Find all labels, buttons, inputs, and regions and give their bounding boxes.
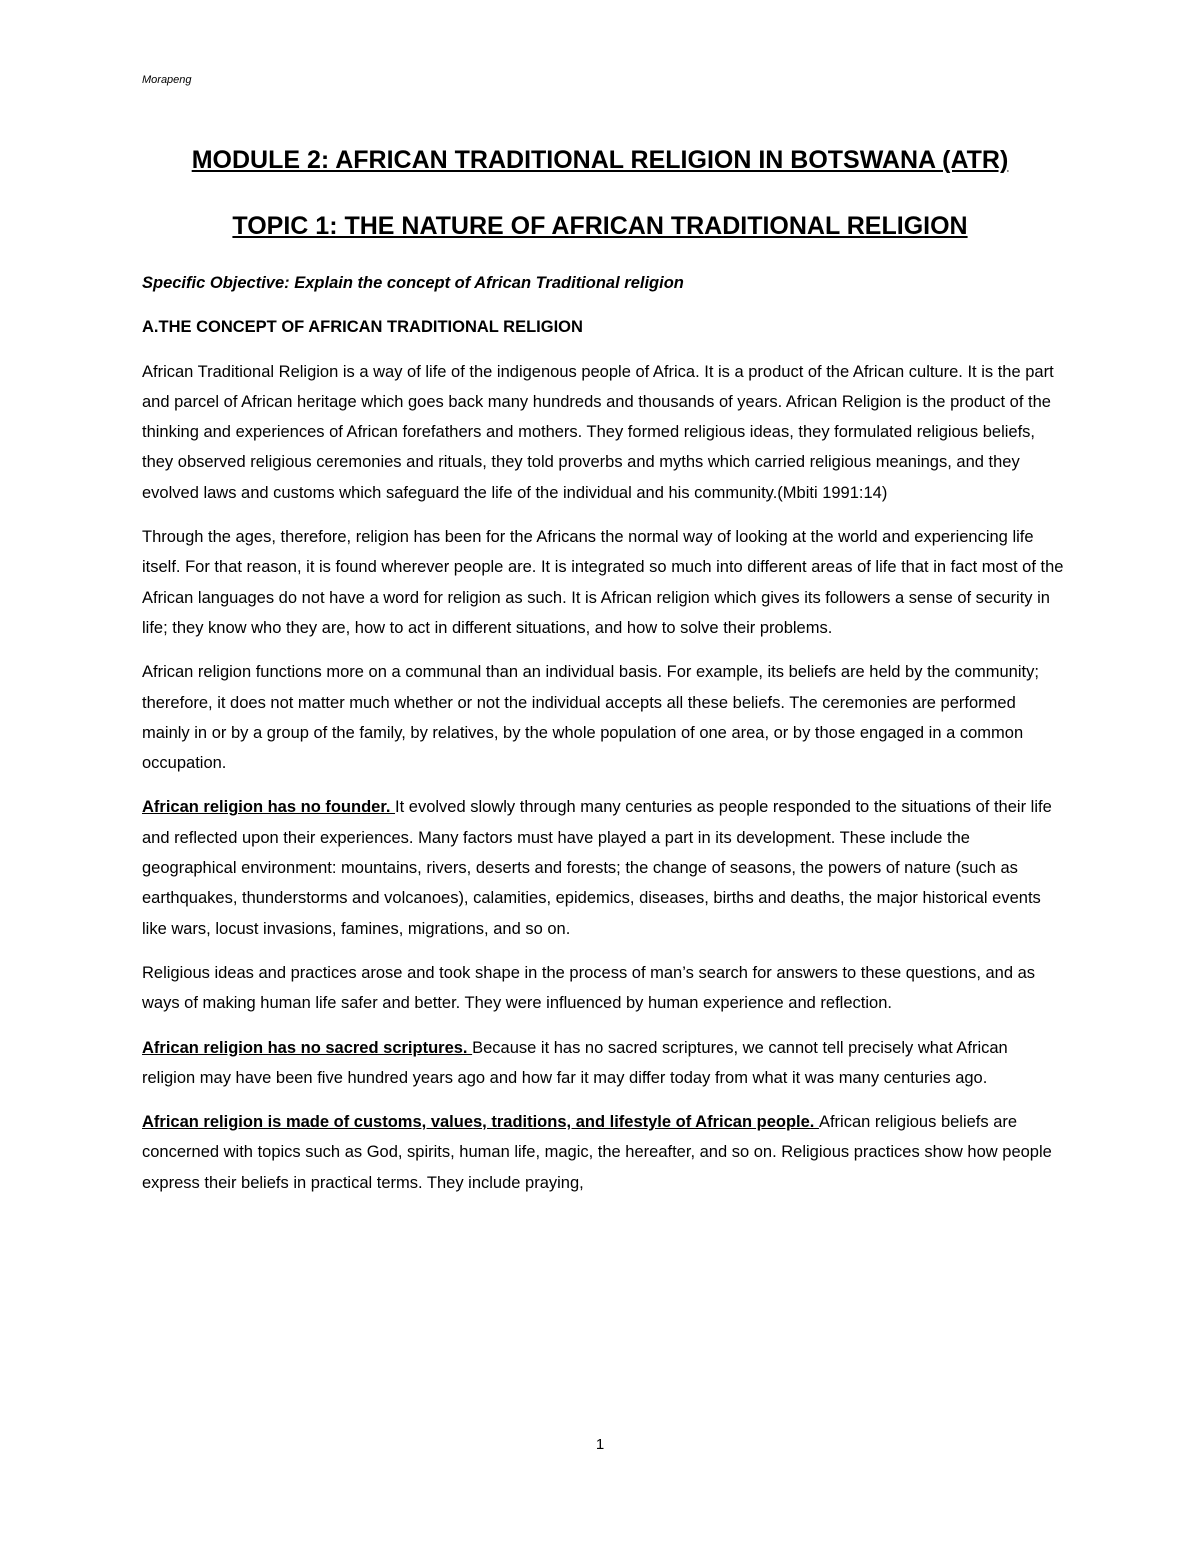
- body-customs-values: African religious beliefs are concerned with topics such as God, spirits, human life, magic, the hereafter, and so on. Religious practices show how people express their beliefs in practical terms. They include praying,: [142, 1113, 1052, 1192]
- module-title: MODULE 2: AFRICAN TRADITIONAL RELIGION IN BOTSWANA (ATR): [191, 146, 1009, 174]
- lead-no-scriptures: African religion has no sacred scriptures.: [142, 1038, 473, 1057]
- document-body: [142, 268, 1064, 1212]
- paragraph-customs-values: [142, 1107, 1064, 1198]
- header-author: Morapeng: [142, 74, 192, 86]
- section-heading: A.THE CONCEPT OF AFRICAN TRADITIONAL RELIGION: [142, 318, 583, 337]
- page-number: 1: [595, 1436, 605, 1453]
- paragraph-through-the-ages: Through the ages, therefore, religion has been for the Africans the normal way of looking at the world and experiencing life itself. For that reason, it is found wherever people are. It is integrated so much into different areas of life that in fact most of the African languages do not have a word for religion as such. It is African religion which gives its followers a sense of security in life; they know who they are, how to act in different situations, and how to solve their problems.: [142, 528, 1064, 637]
- paragraph-communal-basis: African religion functions more on a communal than an individual basis. For example, its beliefs are held by the community; therefore, it does not matter much whether or not the individual accepts all these beliefs. The ceremonies are performed mainly in or by a group of the family, by relatives, by the whole population of one area, or by those engaged in a common occupation.: [142, 663, 1039, 773]
- paragraph-no-scriptures: [142, 1033, 1064, 1094]
- topic-title: TOPIC 1: THE NATURE OF AFRICAN TRADITIONAL RELIGION: [232, 212, 968, 240]
- paragraph-no-founder: [142, 792, 1064, 943]
- lead-customs-values: African religion is made of customs, values, traditions, and lifestyle of African people.: [142, 1113, 819, 1132]
- body-no-founder: It evolved slowly through many centuries as people responded to the situations of their life and reflected upon their experiences. Many factors must have played a part in its development. These include the geographical environment: mountains, rivers, deserts and forests; the change of seasons, the powers of nature (such as earthquakes, thunderstorms and volcanoes), calamities, epidemics, diseases, births and deaths, the major historical events like wars, locust invasions, famines, migrations, and so on.: [142, 798, 1052, 938]
- body-no-scriptures: Because it has no sacred scriptures, we cannot tell precisely what African religion may have been five hundred years ago and how far it may differ today from what it was many centuries ago.: [142, 1038, 1008, 1087]
- specific-objective: Specific Objective: Explain the concept of African Traditional religion: [142, 274, 684, 292]
- paragraph-religious-ideas: Religious ideas and practices arose and took shape in the process of man’s search for answers to these questions, and as ways of making human life safer and better. They were influenced by human experience and reflection.: [142, 963, 1036, 1013]
- lead-no-founder: African religion has no founder.: [142, 798, 396, 817]
- paragraph-definition: African Traditional Religion is a way of life of the indigenous people of Africa. It is a product of the African culture. It is the part and parcel of African heritage which goes back many hundreds and thousands of years. African Religion is the product of the thinking and experiences of African forefathers and mothers. They formed religious ideas, they formulated religious beliefs, they observed religious ceremonies and rituals, they told proverbs and myths which carried religious meanings, and they evolved laws and customs which safeguard the life of the individual and his community.(Mbiti 1991:14): [142, 362, 1054, 502]
